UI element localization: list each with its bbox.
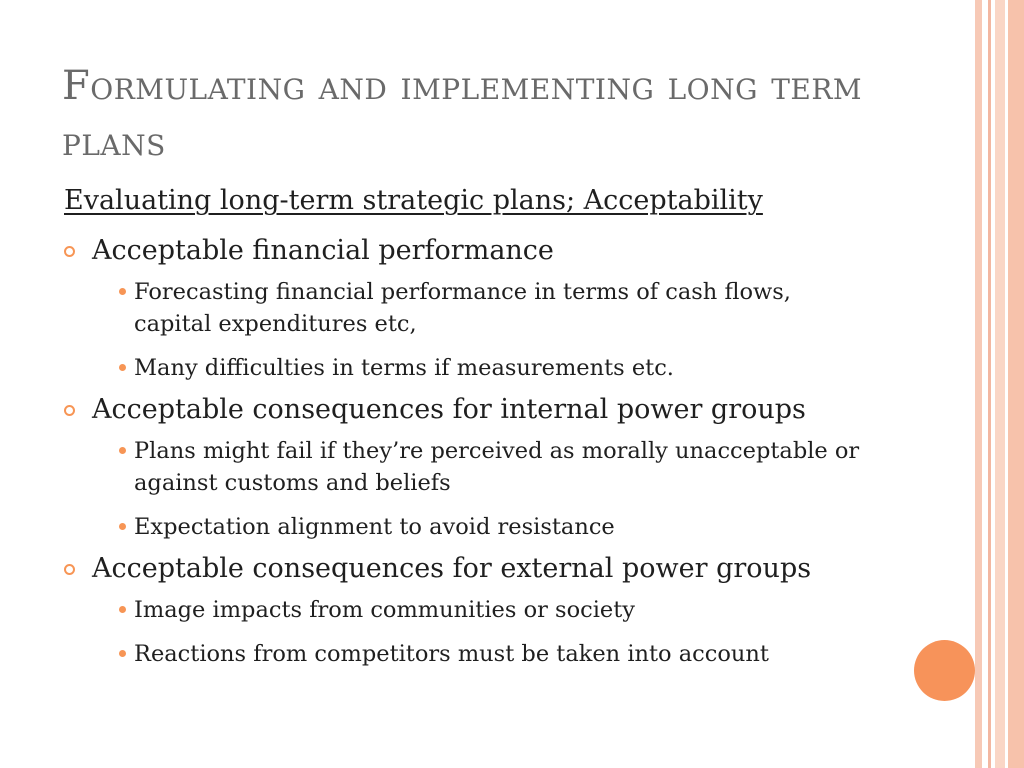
sub-bullet-list [92, 594, 924, 670]
sub-bullet-text: Image impacts from communities or society [134, 597, 635, 623]
sub-bullet-list [92, 435, 924, 543]
ring-bullet-icon [64, 246, 75, 257]
accent-circle [914, 640, 975, 701]
decorative-stripe [1008, 0, 1024, 768]
sub-bullet-text: Reactions from competitors must be taken into account [134, 641, 769, 667]
dot-bullet-icon [119, 288, 126, 295]
dot-bullet-icon [119, 447, 126, 454]
sub-list-item [92, 511, 924, 543]
dot-bullet-icon [119, 606, 126, 613]
decorative-stripe [988, 0, 991, 768]
decorative-stripe [995, 0, 1005, 768]
decorative-stripe [975, 0, 982, 768]
list-item [64, 551, 924, 670]
bullet-text: Acceptable consequences for external power groups [92, 553, 812, 584]
sub-list-item [92, 435, 924, 499]
sub-bullet-text: Forecasting financial performance in terms of cash flows, capital expenditures etc, [134, 279, 791, 337]
sub-bullet-list [92, 276, 924, 384]
sub-list-item [92, 352, 924, 384]
dot-bullet-icon [119, 650, 126, 657]
list-item [64, 233, 924, 384]
bullet-text: Acceptable financial performance [92, 235, 554, 266]
sub-bullet-text: Many difficulties in terms if measurements etc. [134, 355, 674, 381]
ring-bullet-icon [64, 564, 75, 575]
sub-list-item [92, 276, 924, 340]
bullet-list [64, 233, 924, 670]
dot-bullet-icon [119, 364, 126, 371]
sub-list-item [92, 594, 924, 626]
bullet-text: Acceptable consequences for internal power groups [92, 394, 806, 425]
ring-bullet-icon [64, 405, 75, 416]
section-heading: Evaluating long-term strategic plans; Acceptability [64, 185, 763, 216]
sub-list-item [92, 638, 924, 670]
sub-bullet-text: Plans might fail if they’re perceived as morally unacceptable or against customs and beliefs [134, 438, 860, 496]
list-item [64, 392, 924, 543]
dot-bullet-icon [119, 523, 126, 530]
slide-title: Formulating and implementing long term plans [62, 63, 863, 165]
sub-bullet-text: Expectation alignment to avoid resistance [134, 514, 615, 540]
